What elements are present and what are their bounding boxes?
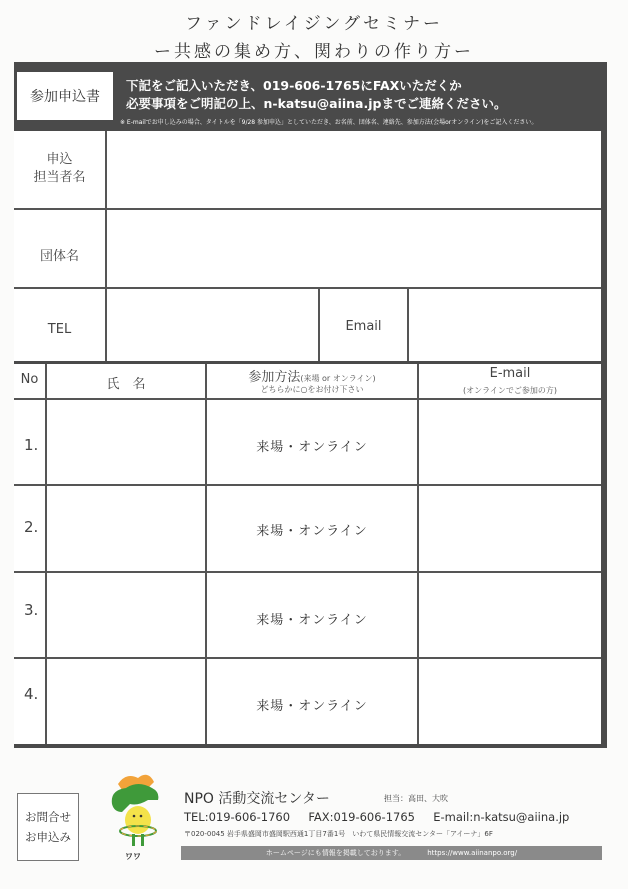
name-field[interactable] (47, 486, 205, 571)
footer-email[interactable]: E-mail:n-katsu@aiina.jp (433, 810, 570, 824)
tel-field[interactable] (107, 289, 317, 361)
contact-person-label (14, 151, 105, 187)
table-row (14, 486, 601, 571)
row-number: 2. (24, 518, 39, 536)
contact-numbers (184, 810, 569, 824)
mascot-eye (140, 815, 143, 818)
instruction-line-2: 必要事項をご明記の上、n-katsu@aiina.jpまでご連絡ください。 (126, 96, 507, 111)
contact-label-2: お申込み (25, 830, 71, 844)
mascot-body (125, 806, 151, 834)
contact-person-field[interactable] (107, 131, 601, 207)
table-row (14, 400, 601, 484)
row-number: 4. (24, 685, 39, 703)
mascot-logo (108, 770, 166, 864)
web-url-link[interactable]: https://www.aiinanpo.org/ (427, 849, 518, 857)
method-choice[interactable]: 来場・オンライン (256, 699, 368, 714)
col-header-name: 氏 名 (106, 377, 146, 392)
method-choice[interactable]: 来場・オンライン (256, 440, 368, 455)
email-field[interactable] (419, 400, 601, 484)
table-row (14, 659, 601, 744)
contact-label-line2: 担当者名 (33, 170, 86, 185)
org-name: NPO 活動交流センター (184, 791, 330, 807)
mascot-leg (132, 834, 135, 846)
mascot-eye (133, 815, 136, 818)
contact-label-line1: 申込 (46, 152, 73, 167)
email-field[interactable] (409, 289, 601, 361)
col-header-method (207, 366, 417, 385)
email-field[interactable] (419, 659, 601, 744)
name-field[interactable] (47, 659, 205, 744)
page-title: ファンドレイジングセミナー (184, 14, 444, 34)
email-note: ※ E-mailでお申し込みの場合、タイトルを「9/28 参加申込」としていただき、お名前、団体名、連絡先、参加方法(会場orオンライン)をご記入ください。 (120, 119, 538, 126)
name-field[interactable] (47, 400, 205, 484)
address: 〒020-0045 岩手県盛岡市盛岡駅西通1丁目7番1号 いわて県民情報交流センター「アイーナ」6F (184, 830, 493, 838)
applicant-info-section (14, 131, 601, 361)
method-choice[interactable]: 来場・オンライン (256, 524, 368, 539)
row-number: 3. (24, 601, 39, 619)
mascot-leg (141, 834, 144, 846)
contact-label-1: お問合せ (25, 810, 71, 824)
web-bar (181, 846, 602, 860)
footer-tel: TEL:019-606-1760 (184, 810, 291, 824)
mascot-label: ワワ (125, 852, 141, 861)
org-name-field[interactable] (107, 210, 601, 286)
footer-fax: FAX:019-606-1765 (308, 810, 415, 824)
email-label: Email (345, 319, 382, 334)
email-field[interactable] (419, 573, 601, 657)
col-header-email-note: (オンラインでご参加の方) (462, 386, 557, 395)
instruction-line-1: 下記をご記入いただき、019-606-1765にFAXいただくか (126, 78, 462, 93)
participant-table (14, 364, 601, 744)
web-note: ホームページにも情報を掲載しております。 (265, 849, 406, 857)
method-choice[interactable]: 来場・オンライン (256, 613, 368, 628)
contact-box (17, 793, 79, 861)
email-field[interactable] (419, 486, 601, 571)
tel-label: TEL (47, 322, 72, 337)
form-label: 参加申込書 (17, 72, 113, 120)
col-header-no: No (20, 372, 39, 387)
col-header-email: E-mail (489, 366, 531, 381)
name-field[interactable] (47, 573, 205, 657)
col-header-method-label: 参加方法 (248, 370, 301, 385)
col-header-method-note: どちらかに○をお付け下さい (260, 385, 364, 394)
page-subtitle: ー共感の集め方、関わりの作り方ー (154, 42, 474, 62)
org-staff: 担当：高田、大吹 (384, 794, 448, 803)
col-header-method-sub: (来場 or オンライン) (300, 374, 376, 383)
table-row (14, 573, 601, 657)
row-number: 1. (24, 436, 39, 454)
org-name-label: 団体名 (39, 249, 79, 264)
